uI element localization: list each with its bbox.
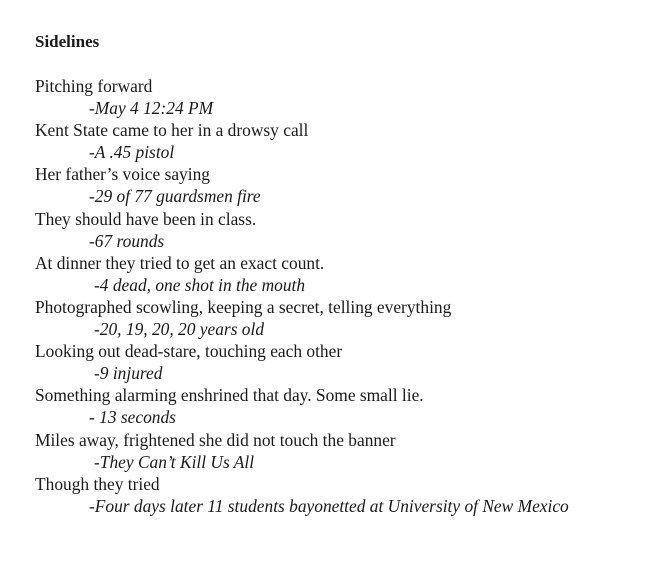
- poem-aside-line: -9 injured: [94, 363, 163, 384]
- poem-line: At dinner they tried to get an exact count.: [35, 252, 325, 273]
- poem-line: Her father’s voice saying: [35, 164, 210, 185]
- poem-aside-line: -Four days later 11 students bayonetted at University of New Mexico: [89, 495, 569, 516]
- poem-line: Kent State came to her in a drowsy call: [35, 120, 309, 141]
- poem-title: Sidelines: [35, 32, 100, 51]
- poem-line: Photographed scowling, keeping a secret, telling everything: [35, 296, 452, 317]
- poem-aside-line: -4 dead, one shot in the mouth: [94, 274, 306, 295]
- poem-body: [35, 75, 635, 517]
- poem-aside-line: -They Can’t Kill Us All: [94, 451, 255, 472]
- poem-aside-line: -20, 19, 20, 20 years old: [94, 319, 265, 340]
- poem-line: Miles away, frightened she did not touch the banner: [35, 429, 396, 450]
- poem-aside-line: -67 rounds: [89, 230, 165, 251]
- poem-aside-line: - 13 seconds: [89, 407, 176, 428]
- poem-line: Looking out dead-stare, touching each other: [35, 341, 343, 362]
- poem-aside-line: -29 of 77 guardsmen fire: [89, 186, 261, 207]
- poem-aside-line: -A .45 pistol: [89, 142, 175, 163]
- poem-line: Pitching forward: [35, 76, 153, 96]
- poem-aside-line: -May 4 12:24 PM: [89, 98, 214, 119]
- poem-line: Though they tried: [35, 473, 160, 494]
- poem-line: Something alarming enshrined that day. Some small lie.: [35, 385, 424, 406]
- document-page: [35, 31, 635, 517]
- poem-line: They should have been in class.: [35, 208, 257, 229]
